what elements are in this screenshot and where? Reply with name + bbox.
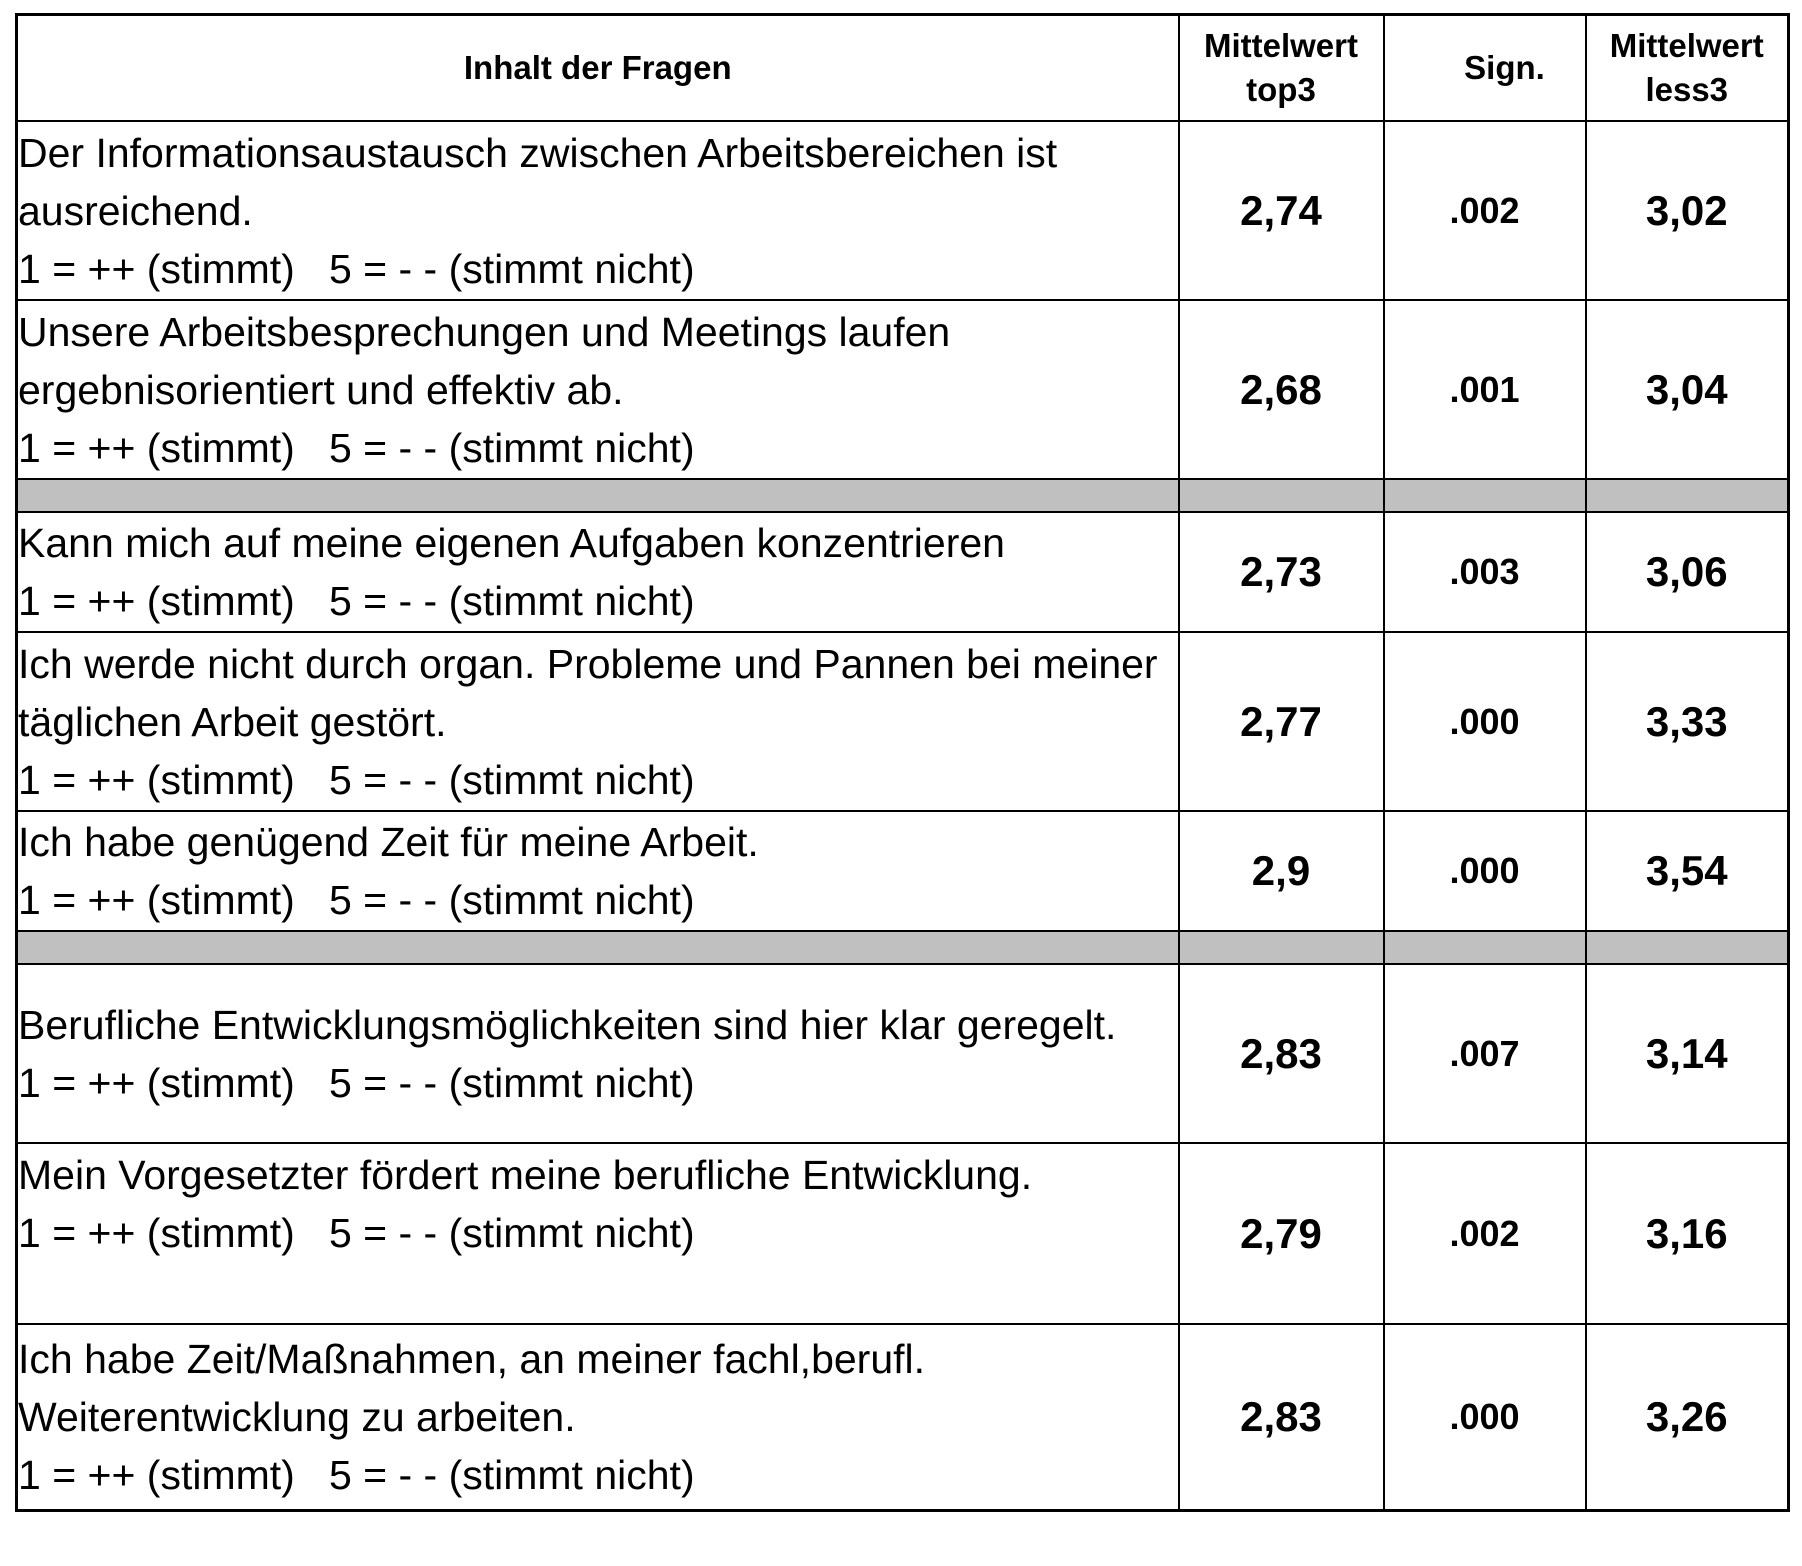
table-row bbox=[17, 811, 1789, 931]
mean-less3-value: 3,04 bbox=[1586, 300, 1789, 479]
question-cell bbox=[17, 1324, 1179, 1511]
separator-cell bbox=[17, 479, 1179, 512]
sign-value: .002 bbox=[1384, 121, 1586, 300]
mean-less3-value: 3,26 bbox=[1586, 1324, 1789, 1511]
sign-value: .003 bbox=[1384, 512, 1586, 632]
header-mean-less3 bbox=[1586, 15, 1789, 122]
table-row bbox=[17, 964, 1789, 1143]
table-row bbox=[17, 121, 1789, 300]
question-text: Ich habe genügend Zeit für meine Arbeit. bbox=[18, 819, 759, 865]
question-text: Der Informationsaustausch zwischen Arbeitsbereichen ist ausreichend. bbox=[18, 129, 1058, 234]
sign-value: .000 bbox=[1384, 811, 1586, 931]
table-row bbox=[17, 1324, 1789, 1511]
header-mean-less3-line2: less3 bbox=[1645, 71, 1729, 108]
question-cell bbox=[17, 121, 1179, 300]
mean-less3-value: 3,16 bbox=[1586, 1143, 1789, 1324]
separator-cell bbox=[1586, 479, 1789, 512]
separator-row bbox=[17, 479, 1789, 512]
header-mean-top3-line2: top3 bbox=[1246, 71, 1316, 108]
scale-text: 1 = ++ (stimmt) 5 = - - (stimmt nicht) bbox=[18, 877, 695, 923]
survey-results-table bbox=[15, 13, 1790, 1512]
mean-less3-value: 3,54 bbox=[1586, 811, 1789, 931]
mean-top3-value: 2,77 bbox=[1179, 632, 1384, 811]
mean-less3-value: 3,02 bbox=[1586, 121, 1789, 300]
sign-value: .002 bbox=[1384, 1143, 1586, 1324]
mean-top3-value: 2,73 bbox=[1179, 512, 1384, 632]
header-question: Inhalt der Fragen bbox=[17, 15, 1179, 122]
header-row bbox=[17, 15, 1789, 122]
mean-top3-value: 2,83 bbox=[1179, 964, 1384, 1143]
scale-text: 1 = ++ (stimmt) 5 = - - (stimmt nicht) bbox=[18, 245, 695, 292]
mean-top3-value: 2,83 bbox=[1179, 1324, 1384, 1511]
question-text: Kann mich auf meine eigenen Aufgaben konzentrieren bbox=[18, 520, 1005, 566]
separator-row bbox=[17, 931, 1789, 964]
separator-cell bbox=[1179, 479, 1384, 512]
question-text: Unsere Arbeitsbesprechungen und Meetings laufen ergebnisorientiert und effektiv ab. bbox=[18, 308, 951, 413]
separator-cell bbox=[1384, 479, 1586, 512]
sign-value: .007 bbox=[1384, 964, 1586, 1143]
sign-value: .000 bbox=[1384, 1324, 1586, 1511]
mean-top3-value: 2,9 bbox=[1179, 811, 1384, 931]
separator-cell bbox=[17, 931, 1179, 964]
question-cell bbox=[17, 300, 1179, 479]
scale-text: 1 = ++ (stimmt) 5 = - - (stimmt nicht) bbox=[18, 1210, 695, 1256]
mean-less3-value: 3,06 bbox=[1586, 512, 1789, 632]
question-cell bbox=[17, 964, 1179, 1143]
question-cell bbox=[17, 512, 1179, 632]
header-mean-top3-line1: Mittelwert bbox=[1203, 27, 1358, 64]
table-row bbox=[17, 632, 1789, 811]
sign-value: .001 bbox=[1384, 300, 1586, 479]
mean-top3-value: 2,74 bbox=[1179, 121, 1384, 300]
table-row bbox=[17, 300, 1789, 479]
separator-cell bbox=[1586, 931, 1789, 964]
scale-text: 1 = ++ (stimmt) 5 = - - (stimmt nicht) bbox=[18, 1452, 695, 1498]
question-text: Mein Vorgesetzter fördert meine berufliche Entwicklung. bbox=[18, 1152, 1033, 1198]
question-cell bbox=[17, 632, 1179, 811]
scale-text: 1 = ++ (stimmt) 5 = - - (stimmt nicht) bbox=[18, 756, 695, 803]
mean-less3-value: 3,33 bbox=[1586, 632, 1789, 811]
header-mean-less3-line1: Mittelwert bbox=[1609, 27, 1764, 64]
question-text: Ich habe Zeit/Maßnahmen, an meiner fachl,berufl. Weiterentwicklung zu arbeiten. bbox=[18, 1336, 926, 1440]
table-row bbox=[17, 1143, 1789, 1324]
question-cell bbox=[17, 811, 1179, 931]
header-mean-top3 bbox=[1179, 15, 1384, 122]
scale-text: 1 = ++ (stimmt) 5 = - - (stimmt nicht) bbox=[18, 578, 695, 624]
separator-cell bbox=[1179, 931, 1384, 964]
sign-value: .000 bbox=[1384, 632, 1586, 811]
mean-top3-value: 2,68 bbox=[1179, 300, 1384, 479]
mean-top3-value: 2,79 bbox=[1179, 1143, 1384, 1324]
scale-text: 1 = ++ (stimmt) 5 = - - (stimmt nicht) bbox=[18, 1059, 695, 1106]
scale-text: 1 = ++ (stimmt) 5 = - - (stimmt nicht) bbox=[18, 424, 695, 471]
question-text: Berufliche Entwicklungsmöglichkeiten sind hier klar geregelt. bbox=[18, 1001, 1117, 1048]
mean-less3-value: 3,14 bbox=[1586, 964, 1789, 1143]
question-cell bbox=[17, 1143, 1179, 1324]
question-text: Ich werde nicht durch organ. Probleme und Pannen bei meiner täglichen Arbeit gestört. bbox=[18, 640, 1158, 745]
separator-cell bbox=[1384, 931, 1586, 964]
header-sign: Sign. bbox=[1384, 15, 1586, 122]
table-row bbox=[17, 512, 1789, 632]
